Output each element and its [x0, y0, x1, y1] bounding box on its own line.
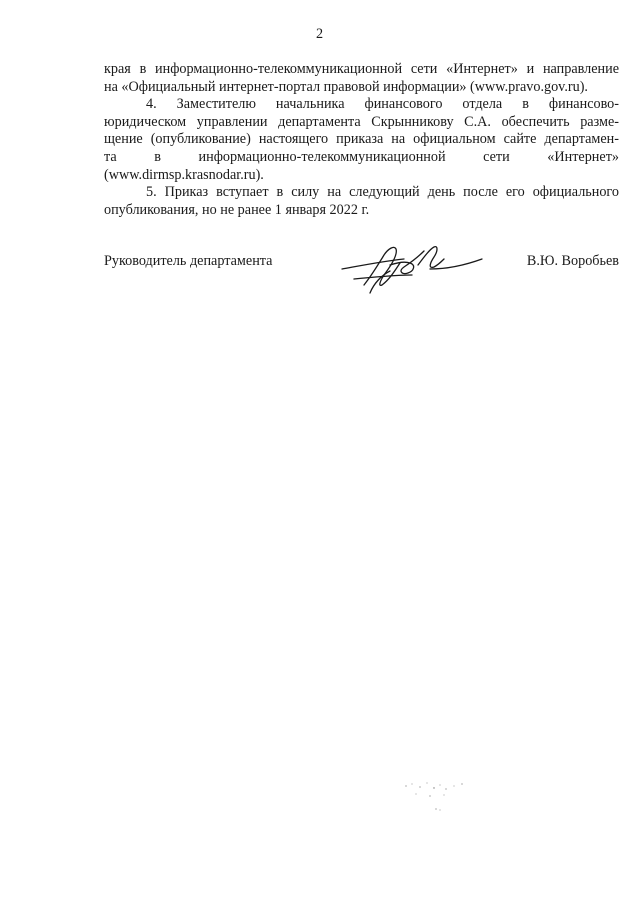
document-body	[104, 61, 619, 219]
paragraph-continuation	[104, 61, 619, 96]
scan-noise-specks	[400, 776, 480, 816]
signatory-name: В.Ю. Воробьев	[526, 253, 619, 269]
signatory-position: Руководитель департамента	[104, 253, 273, 269]
text-line: (www.dirmsp.krasnodar.ru).	[104, 166, 264, 183]
text-line: опубликования, но не ранее 1 января 2022 г.	[104, 201, 370, 218]
signature-block	[104, 249, 619, 309]
handwritten-signature	[334, 235, 494, 299]
text-line: юридическом управлении департамента Скрынникову С.А. обеспечить разме-	[104, 113, 619, 130]
text-line: 4. Заместителю начальника финансового отдела в финансово-	[146, 96, 619, 113]
text-line: та в информационно-телекоммуникационной сети «Интернет»	[104, 148, 619, 165]
paragraph-4	[104, 96, 619, 184]
text-line: края в информационно-телекоммуникационной сети «Интернет» и направление	[104, 61, 619, 77]
paragraph-5	[104, 184, 619, 219]
text-line: 5. Приказ вступает в силу на следующий день после его официального	[146, 184, 619, 201]
text-line: на «Официальный интернет-портал правовой информации» (www.pravo.gov.ru).	[104, 78, 588, 95]
page-number: 2	[315, 26, 324, 42]
text-line: щение (опубликование) настоящего приказа на официальном сайте департамен-	[104, 131, 619, 148]
